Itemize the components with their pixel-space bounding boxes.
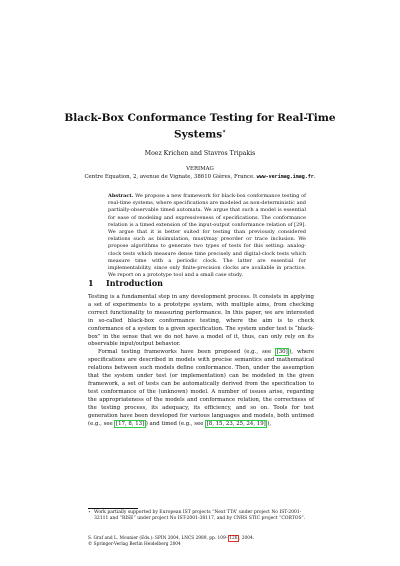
paragraph-2-part-b: ), where specifications are described in models with precise semantics and mathematical relations between such models define conformance. Then, under the assumption that the system under test (or implementation) can be modeled in the given framework, a set of tests can be automatically derived from the specification to test conformance of the (unknown) model. A number of issues arise, regarding the appropriateness of the models and conformance relation, the correctness of the testing process, its adequacy, its efficiency, and so on. Tools for test generation have been developed for various languages and models, both untimed (e.g., see [88, 349, 315, 427]
section-title: Introduction [106, 278, 163, 288]
affiliation-name: VERIMAG [186, 166, 214, 172]
citation-link[interactable]: [8, 15, 23, 25, 24, 19] [206, 420, 266, 427]
paragraph-2 [88, 349, 314, 428]
section-number: 1 [88, 278, 94, 288]
paper-title [60, 112, 340, 142]
citation-link[interactable]: [30] [276, 349, 288, 356]
abstract-text: We propose a new framework for black-box conformance testing of real-time systems, where specifications are modeled as non-deterministic and partially-observable timed automata. We argue that such a model is essential for ease of modeling and expressiveness of specifications. The conformance relation is a timed extension of the input-output conformance relation of [29]. We argue that it is better suited for testing than previously considered relations such as bisimulation, must/may preorder or trace inclusion. We propose algorithms to generate two types of tests for this setting: analog-clock tests which measure dense time precisely and digital-clock tests which measure time with a periodic clock. The latter are essential for implementability, since only finite-precision clocks are available in practice. We report on a prototype tool and a small case study. [108, 193, 306, 279]
colophon-citation-a: S. Graf and L. Mounier (Eds.): SPIN 2004, LNCS 2989, pp. 109– [88, 536, 228, 541]
citation-link[interactable]: [17, 8, 13] [115, 420, 145, 427]
footnote-text: Work partially supported by European IST projects “Next TTA” under project No IST-2001-32111 and “RISE” under project No IST-2001-38117, and by CNRS STIC project “CORTOS”. [94, 510, 306, 522]
colophon-copyright: © Springer-Verlag Berlin Heidelberg 2004 [88, 542, 181, 547]
affiliation-street: Centre Equation, 2, avenue de Vignate, 38610 Gières, France. [84, 173, 255, 180]
colophon [88, 536, 328, 548]
abstract-label: Abstract. [108, 193, 134, 199]
paragraph-2-part-c: ) and timed (e.g., see [145, 420, 206, 427]
title-line-2: Systems [174, 128, 223, 141]
paragraph-2-part-a: Formal testing frameworks have been proposed (e.g., see [98, 349, 276, 356]
affiliation [50, 166, 350, 181]
affiliation-website[interactable]: www-verimag.imag.fr [256, 173, 314, 180]
paragraph-1: Testing is a fundamental step in any development process. It consists in applying a set of experiments to a prototype system, with multiple aims, from checking correct functionality to measuring performance. In this paper, we are interested in so-called black-box conformance testing, where the aim is to check conformance of a system to a given specification. The system under test is “black-box” in the sense that we do not have a model of it, thus, can only rely on its observable input/output behavior. [88, 294, 314, 348]
footnote-divider [88, 508, 138, 509]
affiliation-end: . [313, 173, 316, 180]
body-text [88, 294, 314, 428]
abstract [108, 193, 306, 279]
footnote-mark: ⋆ [88, 510, 91, 515]
affiliation-address [50, 174, 350, 182]
colophon-citation-b: , 2004. [239, 536, 255, 541]
title-line-1: Black-Box Conformance Testing for Real-Time [64, 112, 336, 124]
section-heading [88, 278, 163, 288]
title-footnote-mark: ⋆ [222, 128, 226, 135]
page-ref-link[interactable]: 126 [229, 536, 238, 541]
paragraph-2-part-d: ), [267, 420, 272, 427]
authors: Moez Krichen and Stavros Tripakis [144, 150, 256, 157]
footnote [88, 510, 314, 522]
